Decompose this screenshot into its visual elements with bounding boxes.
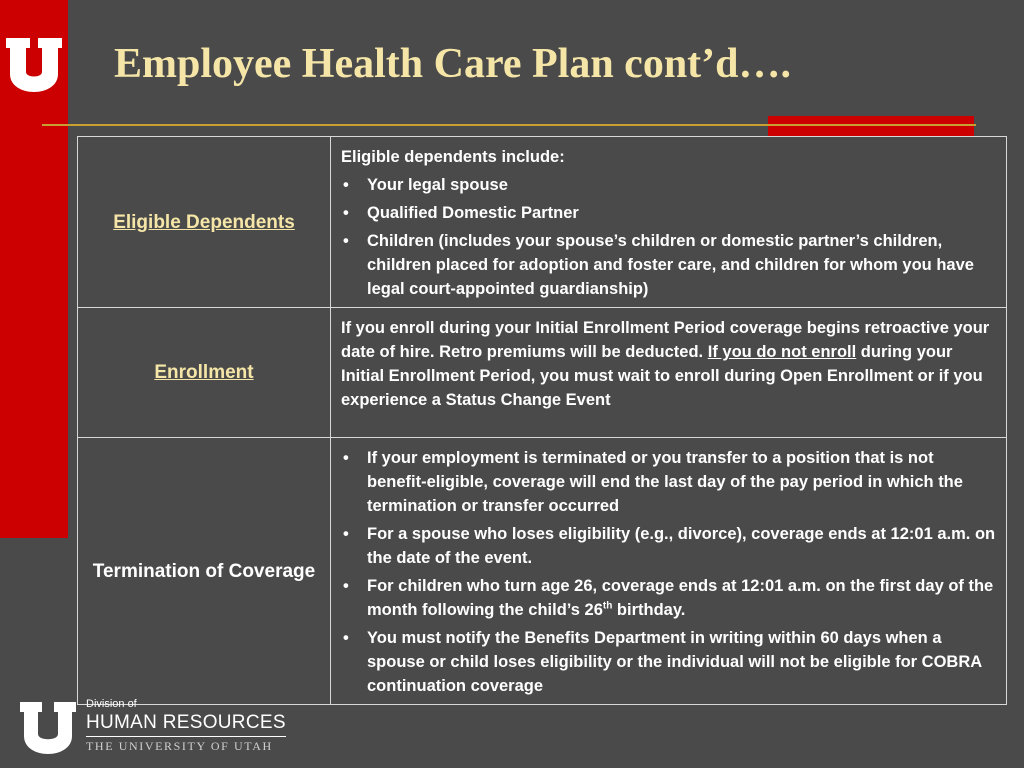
ordinal-suffix: th — [602, 600, 613, 612]
termination-label: Termination of Coverage — [92, 560, 316, 582]
health-plan-table — [77, 136, 1007, 705]
title-red-accent — [768, 116, 974, 136]
row-label-cell — [78, 137, 331, 308]
row-label-cell — [78, 308, 331, 438]
university-u-logo-icon — [0, 34, 68, 98]
eligible-dependents-intro: Eligible dependents include: — [341, 148, 565, 166]
table-row-termination — [78, 438, 1007, 705]
slide-title: Employee Health Care Plan cont’d…. — [114, 41, 792, 87]
list-item: • For a spouse who loses eligibility (e.g., divorce), coverage ends at 12:01 a.m. on the date of the event. — [341, 522, 996, 570]
bullet-text: For children who turn age 26, coverage ends at 12:01 a.m. on the first day of the month following the child’s 26 — [367, 577, 994, 619]
eligible-dependents-list — [341, 173, 996, 301]
list-item: • If your employment is terminated or you transfer to a position that is not benefit-eligible, coverage will end the last day of the pay period in which the termination or transfer occurred — [341, 446, 996, 518]
table-row-eligible-dependents — [78, 137, 1007, 308]
row-content-cell — [331, 308, 1007, 438]
footer-university: THE UNIVERSITY OF UTAH — [86, 739, 273, 753]
list-item: • You must notify the Benefits Department in writing within 60 days when a spouse or child loses eligibility or the individual will not be eligible for COBRA continuation coverage — [341, 626, 996, 698]
list-item: • Qualified Domestic Partner — [341, 201, 996, 225]
footer-department: HUMAN RESOURCES — [86, 711, 286, 737]
row-content-cell — [331, 438, 1007, 705]
list-item: • Your legal spouse — [341, 173, 996, 197]
row-label-cell — [78, 438, 331, 705]
bullet-text: birthday. — [612, 601, 686, 619]
enrollment-text-part1: If you enroll during your Initial Enrollment Period coverage begins retroactive your date of hire. Retro premiums will be deducted. — [341, 319, 990, 361]
enrollment-link[interactable]: Enrollment — [154, 362, 254, 383]
table-row-enrollment — [78, 308, 1007, 438]
footer-branding — [86, 698, 286, 754]
university-u-logo-icon — [18, 700, 78, 758]
list-item: • Children (includes your spouse’s children or domestic partner’s children, children placed for adoption and foster care, and children for whom you have legal court-appointed guardianship) — [341, 229, 996, 301]
enrollment-text-part2: during your Initial Enrollment Period, you must wait to enroll during Open Enrollment or if you experience a Status Change Event — [341, 343, 983, 409]
termination-list — [341, 446, 996, 698]
enrollment-text — [341, 316, 996, 412]
list-item — [341, 574, 996, 622]
footer-division: Division of — [86, 698, 137, 710]
enrollment-text-underlined: If you do not enroll — [707, 343, 857, 361]
row-content-cell — [331, 137, 1007, 308]
eligible-dependents-link[interactable]: Eligible Dependents — [113, 211, 295, 233]
